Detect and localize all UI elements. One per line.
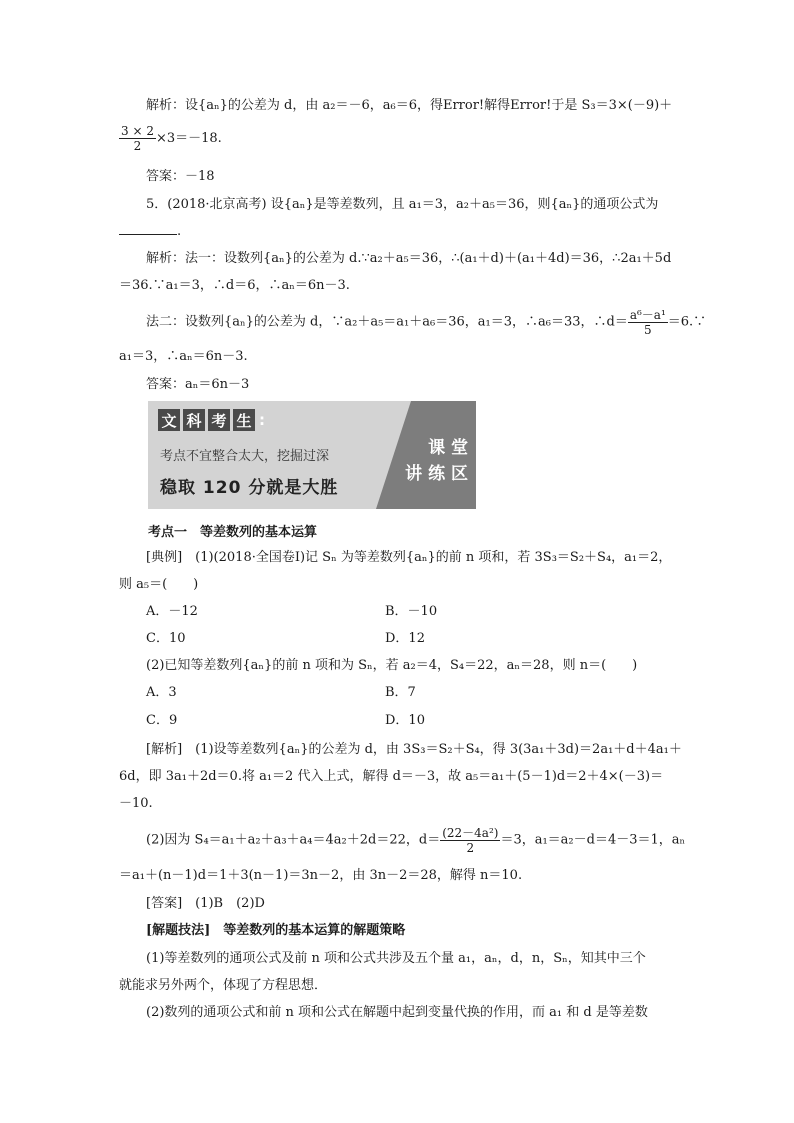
solution-2-line1 xyxy=(146,826,685,855)
question-5-line2 xyxy=(119,222,181,241)
solution-1-line2: 6d，即 3a₁＋2d＝0.将 a₁＝2 代入上式，解得 d＝－3，故 a₅＝a₁＋(5－1)d＝2＋4×(－3)＝ xyxy=(119,769,664,784)
example-1-line2: 则 a₅＝( ) xyxy=(119,577,199,592)
method-2-line1: (2)数列的通项公式和前 n 项和公式在解题中起到变量代换的作用，而 a₁ 和 d 是等差数 xyxy=(146,1005,648,1020)
fraction-numerator: a⁶－a¹ xyxy=(629,308,666,322)
banner-tag-colon: : xyxy=(259,411,265,429)
q5-method2-text: 法二：设数列{aₙ}的公差为 d，∵a₂＋a₅＝a₁＋a₆＝36，a₁＝3，∴a₆＝33，∴d＝ xyxy=(146,314,628,330)
q5-answer: 答案：aₙ＝6n－3 xyxy=(146,377,250,392)
banner-tag-char: 文 xyxy=(158,409,180,431)
banner-main-text: 稳取 120 分就是大胜 xyxy=(160,478,339,498)
example-2-line1: (2)已知等差数列{aₙ}的前 n 项和为 Sₙ，若 a₂＝4，S₄＝22，aₙ＝28，则 n＝( ) xyxy=(146,658,638,673)
topic-heading: 考点一 等差数列的基本运算 xyxy=(148,525,318,540)
banner-tag xyxy=(158,409,266,431)
choice-a: A．－12 xyxy=(146,604,198,619)
method-title: [解题技法] 等差数列的基本运算的解题策略 xyxy=(146,923,406,938)
choice-c: C．9 xyxy=(146,713,178,728)
question-5-line1: 5．(2018·北京高考) 设{aₙ}是等差数列，且 a₁＝3，a₂＋a₅＝36，则{aₙ}的通项公式为 xyxy=(146,197,659,212)
fraction-denominator: 2 xyxy=(440,840,500,855)
solution-1-line3: －10. xyxy=(119,796,153,811)
choice-b: B．－10 xyxy=(385,604,438,619)
fraction-numerator: (22－4a²) xyxy=(442,826,499,840)
choice-a: A．3 xyxy=(146,685,177,700)
q5-method1-line1: 解析：法一：设数列{aₙ}的公差为 d.∵a₂＋a₅＝36，∴(a₁＋d)＋(a₁＋4d)＝36，∴2a₁＋5d xyxy=(146,251,672,266)
answer-blank xyxy=(119,222,177,235)
q5-method2-tail: ＝6.∵ xyxy=(667,314,707,330)
banner-subtitle: 考点不宜整合太大，挖掘过深 xyxy=(160,449,330,464)
q5-method2-line1 xyxy=(146,308,706,337)
solution-1-line1: [解析] (1)设等差数列{aₙ}的公差为 d，由 3S₃＝S₂＋S₄，得 3(3a₁＋3d)＝2a₁＋d＋4a₁＋ xyxy=(146,742,682,757)
choice-c: C．10 xyxy=(146,631,186,646)
fraction-numerator: 3 × 2 xyxy=(121,124,154,138)
banner-side-label xyxy=(405,435,468,487)
q5-method1-line2: ＝36.∵a₁＝3，∴d＝6，∴aₙ＝6n－3. xyxy=(119,278,350,293)
method-1-line1: (1)等差数列的通项公式及前 n 项和公式共涉及五个量 a₁，aₙ，d，n，Sₙ，知其中三个 xyxy=(146,951,646,966)
q5-method2-line2: a₁＝3，∴aₙ＝6n－3. xyxy=(119,349,248,364)
q5-method2-fraction xyxy=(628,308,668,337)
prev-solution-tail: ×3＝－18. xyxy=(155,131,222,146)
prev-solution-line1: 解析：设{aₙ}的公差为 d，由 a₂＝－6，a₆＝6，得Error!解得Error!于是 S₃＝3×(－9)＋ xyxy=(146,98,673,113)
prev-solution-line2 xyxy=(119,124,222,153)
choice-d: D．10 xyxy=(385,713,425,728)
fraction-denominator: 2 xyxy=(119,138,156,153)
banner-tag-char: 生 xyxy=(233,409,255,431)
fraction-denominator: 5 xyxy=(628,322,668,337)
solution-2-fraction xyxy=(440,826,500,855)
question-5-period: . xyxy=(177,224,182,239)
banner-side-line2: 讲 练 区 xyxy=(405,464,468,484)
example-1-line1: [典例] (1)(2018·全国卷Ⅰ)记 Sₙ 为等差数列{aₙ}的前 n 项和，若 3S₃＝S₂＋S₄，a₁＝2， xyxy=(146,550,672,565)
banner-side-line1: 课 堂 xyxy=(428,438,468,458)
method-1-line2: 就能求另外两个，体现了方程思想． xyxy=(119,978,328,993)
solution-2-line2: ＝a₁＋(n－1)d＝1＋3(n－1)＝3n－2，由 3n－2＝28，解得 n＝10. xyxy=(119,868,523,883)
choice-b: B．7 xyxy=(385,685,416,700)
prev-answer: 答案：－18 xyxy=(146,169,215,184)
section-banner xyxy=(148,401,476,509)
choice-d: D．12 xyxy=(385,631,425,646)
solution-2-tail: ＝3，a₁＝a₂－d＝4－3＝1，aₙ xyxy=(500,832,686,848)
answer-line: [答案] (1)B (2)D xyxy=(146,896,265,911)
banner-tag-char: 科 xyxy=(183,409,205,431)
banner-tag-char: 考 xyxy=(208,409,230,431)
prev-solution-fraction xyxy=(119,124,156,153)
solution-2-text: (2)因为 S₄＝a₁＋a₂＋a₃＋a₄＝4a₂＋2d＝22，d＝ xyxy=(146,832,441,848)
